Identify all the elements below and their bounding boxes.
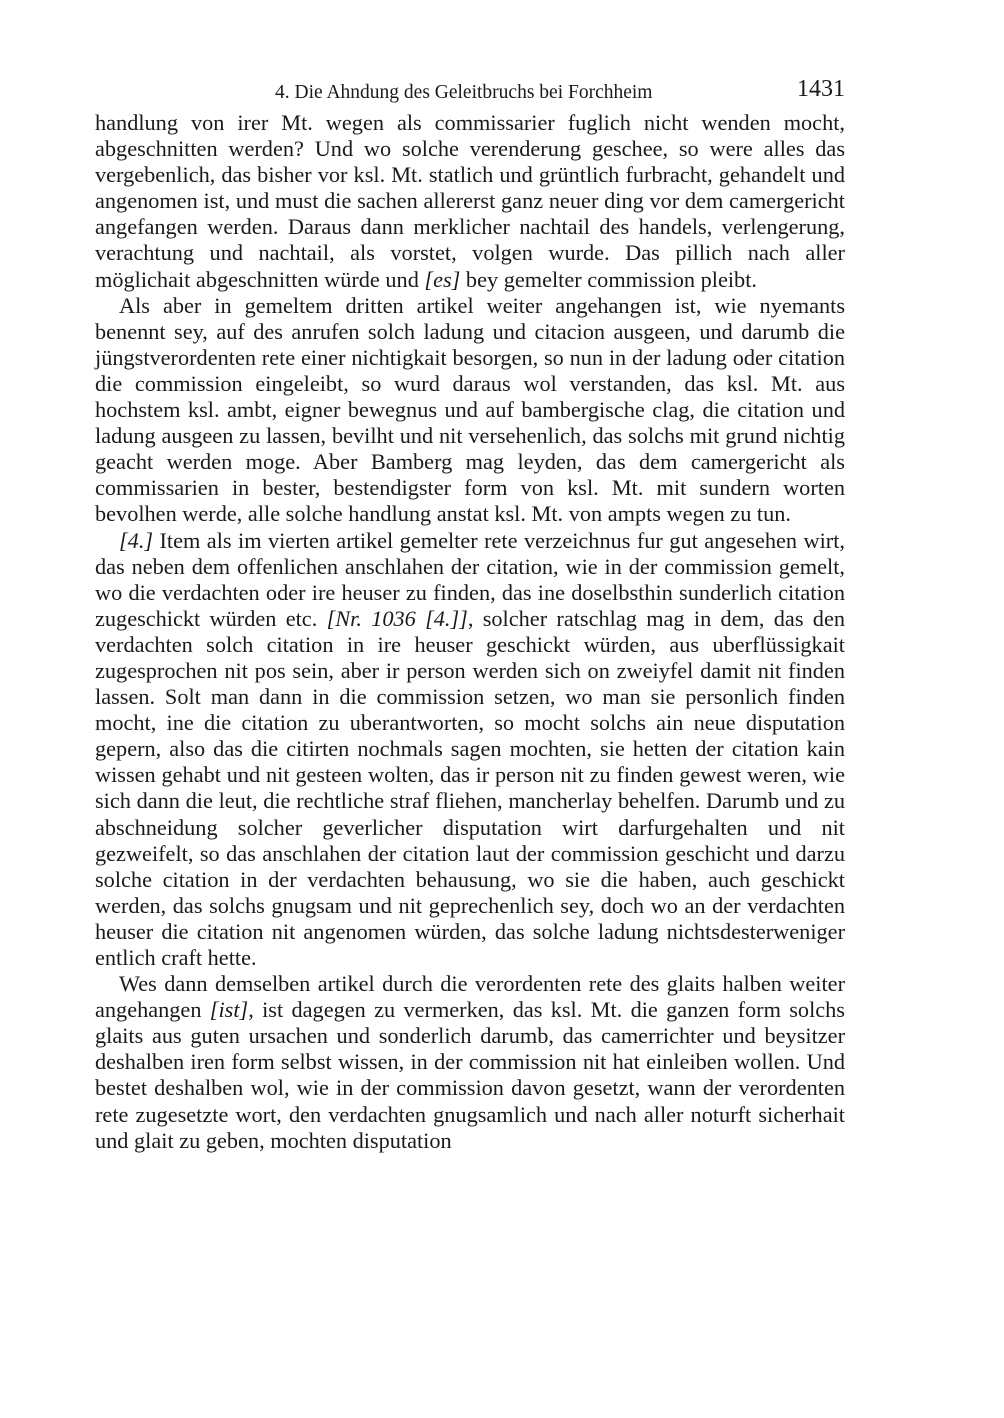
paragraph-1 <box>95 110 845 293</box>
paragraph-text: bey gemelter commission pleibt. <box>460 266 757 292</box>
editorial-insertion: [ist] <box>209 997 249 1023</box>
body-text <box>95 110 845 1154</box>
paragraph-text: Item als im vierten artikel gemelter rete verzeichnus fur gut angesehen wirt, das neben dem offenlichen anschlahen der citation, wie in der commission gemelt, wo die verdachten oder ire heuser zu finden, das ine doselbsthin sunderlich citation zugeschickt würden etc. <box>95 527 845 631</box>
running-title: 4. Die Ahndung des Geleitbruchs bei Forchheim <box>275 82 653 103</box>
page <box>95 76 845 1154</box>
editorial-insertion: [es] <box>424 266 461 292</box>
paragraph-text: , ist dagegen zu vermerken, das ksl. Mt. die ganzen form solchs glaits aus guten ursachen und sonderlich darumb, das camerrichter und beysitzer deshalben iren form selbst wissen, in der commission nit hat einleiben wollen. Und bestet deshalben wol, wie in der commission davon gesetzt, wann der verordenten rete zugesetzte wort, den verdachten gnugsamlich und nach aller noturft sicherhait und glait zu geben, mochten disputation <box>95 997 845 1153</box>
cross-reference: [Nr. 1036 [4.]] <box>326 605 468 631</box>
page-number: 1431 <box>797 76 845 102</box>
paragraph-text: Als aber in gemeltem dritten artikel weiter angehangen ist, wie nyemants benennt sey, auf des anrufen solch ladung und citacion ausgeen, und darumb die jüngstverordenten rete einer nichtigkait besorgen, so nun in der ladung oder citation die commission eingeleibt, so wurd daraus wol verstanden, das ksl. Mt. aus hochstem ksl. ambt, eigner bewegnus und auf bambergische clag, die citation und ladung ausgeen zu lassen, bevilht und nit versehenlich, das solchs mit grund nichtig geacht werden moge. Aber Bamberg mag leyden, das dem camergericht als commissarien in bester, bestendigster form von ksl. Mt. mit sundern worten bevolhen werde, alle solche handlung anstat ksl. Mt. von ampts wegen zu tun. <box>95 292 845 527</box>
running-head <box>95 76 845 110</box>
paragraph-4 <box>95 971 845 1154</box>
paragraph-text: , solcher ratschlag mag in dem, das den verdachten solch citation in ire heuser geschickt würden, aus uberflüssigkait zugesprochen nit pos sein, aber ir person werden sich on zweiyfel damit nit finden lassen. Solt man dann in die commission setzen, wo man sie personlich finden mocht, ine die citation zu uberantworten, so mocht solchs ain neue disputation gepern, also das die citirten nochmals sagen mochten, sie hetten der citation kain wissen gehabt und nit gesteen wolten, das ir person nit zu finden gewest weren, wie sich dann die leut, die rechtliche straf fliehen, mancherlay behelfen. Darumb und zu abschneidung solcher geverlicher disputation wirt darfurgehalten und nit gezweifelt, so das anschlahen der citation laut der commission geschicht und darzu solche citation in der verdachten behausung, wo sie die haben, auch geschickt werden, das solchs gnugsam und nit geprechenlich sey, doch wo an der verdachten heuser die citation nit angenomen würden, das solche ladung nichtsdesterweniger entlich craft hette. <box>95 605 845 970</box>
section-number: [4.] <box>119 527 154 553</box>
paragraph-2 <box>95 293 845 528</box>
paragraph-3 <box>95 528 845 972</box>
paragraph-text: handlung von irer Mt. wegen als commissarier fuglich nicht wenden mocht, abgeschnitten werden? Und wo solche verenderung geschee, so were alles das vergebenlich, das bisher vor ksl. Mt. statlich und grüntlich furbracht, gehandelt und angenomen ist, und must die sachen allererst ganz neuer ding vor dem camergericht angefangen werden. Daraus dann merklicher nachtail des handels, verlengerung, verachtung und nachtail, als vorstet, volgen wurde. Das pillich nach aller möglichait abgeschnitten würde und <box>95 110 845 292</box>
paragraph-text: Wes dann demselben artikel durch die verordenten rete des glaits halben weiter angehangen <box>95 971 845 1023</box>
